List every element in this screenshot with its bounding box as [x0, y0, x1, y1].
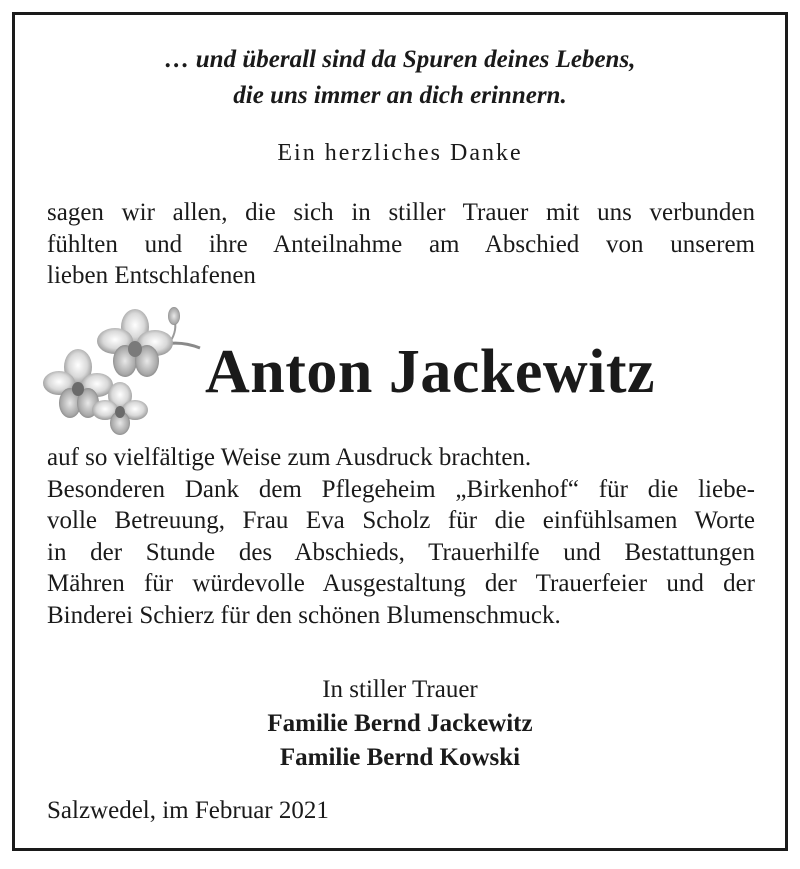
body-line-4: in der Stunde des Abschieds, Trauerhilfe und Bestattungen [47, 538, 755, 566]
body-line-5: Mähren für würdevolle Ausgestaltung der Trauerfeier und der [47, 570, 755, 597]
motto-line-2: die uns immer an dich erinnern. [233, 82, 567, 109]
place-date: Salzwedel, im Februar 2021 [47, 797, 329, 824]
intro-line-3: lieben Entschlafenen [47, 262, 256, 289]
body-line-1: auf so vielfältige Weise zum Ausdruck brachten. [47, 444, 532, 471]
body-line-3: volle Betreuung, Frau Eva Scholz für die einfühlsamen Worte [47, 507, 755, 534]
thanks-heading: Ein herzliches Danke [277, 140, 523, 166]
signoff-intro: In stiller Trauer [322, 676, 478, 703]
intro-line-1: sagen wir allen, die sich in stiller Trauer mit uns verbunden [47, 199, 755, 226]
body-line-2: Besonderen Dank dem Pflegeheim „Birkenhof“ für die liebe- [47, 475, 755, 503]
body-line-6: Binderei Schierz für den schönen Blumenschmuck. [47, 601, 561, 629]
orchid-icon [40, 300, 210, 440]
deceased-name: Anton Jackewitz [205, 338, 656, 406]
signoff-family-1: Familie Bernd Jackewitz [267, 710, 533, 737]
body-paragraph [47, 442, 755, 631]
intro-line-2: fühlten und ihre Anteilnahme am Abschied von unserem [47, 230, 755, 258]
intro-paragraph [47, 197, 755, 292]
signoff-family-2: Familie Bernd Kowski [279, 744, 521, 771]
motto-line-1: … und überall sind da Spuren deines Lebens, [164, 46, 636, 73]
